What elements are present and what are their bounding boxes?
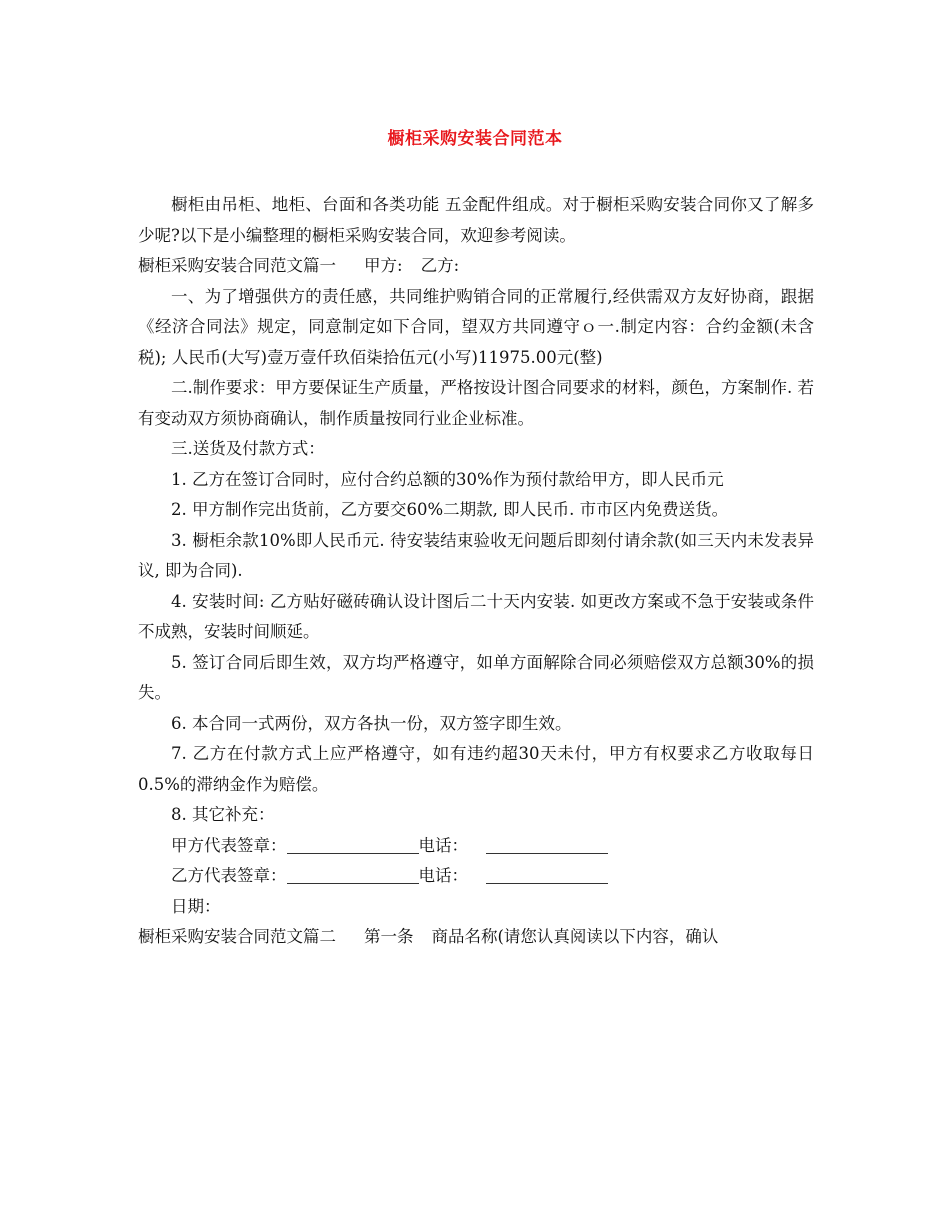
clause-1: 一、为了增强供方的责任感，共同维护购销合同的正常履行,经供需双方友好协商，跟据《经济合同法》规定，同意制定如下合同，望双方共同遵守ｏ一.制定内容：合约金额(未含税); 人民币(大写)壹万壹仟玖佰柒拾伍元(小写)11975.00元(整): [138, 286, 814, 367]
party-b-label: 乙方:: [420, 256, 460, 275]
item-5: 5. 签订合同后即生效，双方均严格遵守，如单方面解除合同必须赔偿双方总额30%的损失。: [138, 652, 814, 702]
clause-2: 二.制作要求：甲方要保证生产质量，严格按设计图合同要求的材料，颜色，方案制作. 若有变动双方须协商确认，制作质量按同行业企业标准。: [138, 378, 814, 428]
intro-paragraph: 橱柜由吊柜、地柜、台面和各类功能 五金配件组成。对于橱柜采购安装合同你又了解多少呢?以下是小编整理的橱柜采购安装合同，欢迎参考阅读。: [138, 195, 814, 245]
section2-article: 第一条: [364, 927, 414, 946]
signature-row-a: [138, 831, 814, 862]
date-label: 日期：: [171, 896, 221, 916]
signature-b-blank: [287, 865, 419, 884]
item-6: 6. 本合同一式两份，双方各执一份，双方签字即生效。: [171, 713, 572, 733]
date-row: [138, 892, 814, 923]
item-2: 2. 甲方制作完出货前，乙方要交60%二期款, 即人民币. 市市区内免费送货。: [171, 500, 729, 519]
item-4: 4. 安装时间: 乙方贴好磁砖确认设计图后二十天内安装. 如更改方案或不急于安装或条件不成熟，安装时间顺延。: [138, 591, 814, 641]
item-1: 1. 乙方在签订合同时，应付合约总额的30%作为预付款给甲方，即人民币元: [171, 469, 724, 489]
item-7: 7. 乙方在付款方式上应严格遵守，如有违约超30天未付，甲方有权要求乙方收取每日0.5%的滞纳金作为赔偿。: [138, 744, 814, 794]
section2-heading: 橱柜采购安装合同范文篇二: [138, 927, 336, 946]
sig-b-label: 乙方代表签章：: [171, 866, 287, 885]
item-8: 8. 其它补充：: [171, 805, 275, 824]
phone-a-label: 电话：: [418, 835, 468, 855]
item-3: 3. 橱柜余款10%即人民币元. 待安装结束验收无问题后即刻付请余款(如三天内未发表异议, 即为合同).: [138, 530, 814, 580]
signature-a-blank: [287, 835, 419, 854]
section1-heading: 橱柜采购安装合同范文篇一: [138, 256, 336, 275]
phone-a-blank: [486, 835, 608, 854]
sig-a-label: 甲方代表签章：: [171, 835, 287, 855]
section2-heading-line: [138, 922, 814, 953]
document-title: 橱柜采购安装合同范本: [387, 129, 563, 149]
document-body: [138, 190, 814, 953]
section2-text: 商品名称(请您认真阅读以下内容，确认: [431, 927, 719, 946]
party-a-label: 甲方:: [364, 256, 403, 275]
clause-3: 三.送货及付款方式：: [171, 439, 325, 458]
phone-b-label: 电话：: [418, 866, 468, 885]
phone-b-blank: [486, 865, 608, 884]
section1-heading-line: [138, 251, 814, 282]
signature-row-b: [138, 861, 814, 892]
